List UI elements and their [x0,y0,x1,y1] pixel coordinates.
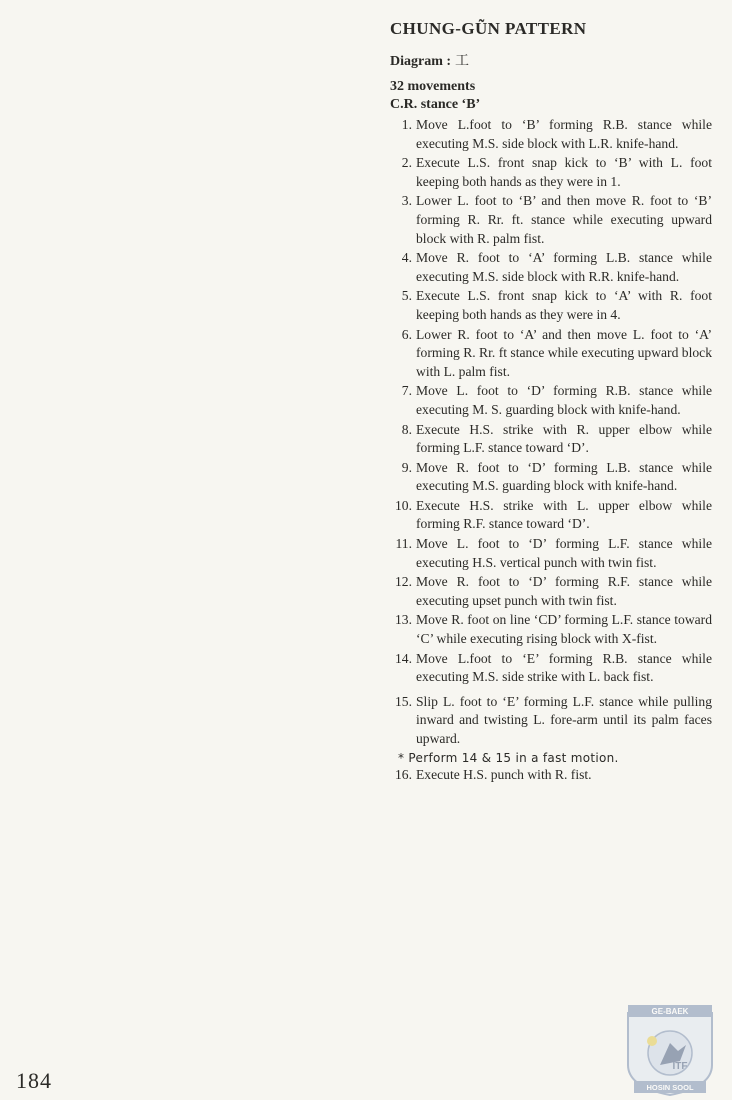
movement-text: Move L.foot to ‘E’ forming R.B. stance while executing M.S. side strike with L. back fist. [416,650,712,685]
movement-item-6 [390,326,712,382]
movement-text: Execute L.S. front snap kick to ‘A’ with R. foot keeping both hands as they were in 4. [416,288,712,322]
movement-text: Move R. foot to ‘A’ forming L.B. stance while executing M.S. side block with R.R. knife-hand. [416,250,712,284]
movement-number: 5. [401,288,412,304]
movement-list [390,116,712,749]
movement-item-4 [390,249,712,286]
movement-text: Execute H.S. strike with R. upper elbow while forming L.F. stance toward ‘D’. [416,421,712,456]
movement-text: Move R. foot to ‘D’ forming L.B. stance while executing M.S. guarding block with knife-hand. [416,459,712,494]
movement-text: Move L. foot to ‘D’ forming L.F. stance while executing H.S. vertical punch with twin fist. [416,536,712,570]
movement-text: Move L. foot to ‘D’ forming R.B. stance while executing M. S. guarding block with knife-hand. [416,383,712,417]
movement-number: 8. [401,421,412,437]
movement-number: 1. [401,117,412,132]
movement-item-2 [390,154,712,191]
movement-item-10 [390,497,712,534]
movement-number: 13. [395,612,412,628]
movement-number: 16. [395,766,412,782]
movement-text: Execute L.S. front snap kick to ‘B’ with L. foot keeping both hands as they were in 1. [416,155,712,189]
movement-number: 9. [401,459,412,475]
movement-number: 10. [395,497,412,513]
movement-item-14 [390,650,712,687]
watermark-badge-text: ITF [672,1061,688,1072]
movement-text: Move R. foot to ‘D’ forming R.F. stance while executing upset punch with twin fist. [416,574,712,608]
movement-text: Lower R. foot to ‘A’ and then move L. foot to ‘A’ forming R. Rr. ft stance while executing upward block with L. palm fist. [416,326,712,379]
movement-item-13 [390,611,712,648]
diagram-symbol: 工 [455,54,470,69]
movement-number: 7. [401,383,412,399]
text-column [390,18,712,785]
movement-item-1 [390,116,712,153]
diagram-line [390,52,712,72]
movement-text: Execute H.S. strike with L. upper elbow while forming R.F. stance toward ‘D’. [416,497,712,532]
movement-number: 6. [401,326,412,342]
sun-icon [647,1036,657,1046]
movement-count: 32 movements [390,79,476,94]
movement-item-3 [390,192,712,248]
diagram-label: Diagram : [390,54,452,69]
movement-text: Move R. foot on line ‘CD’ forming L.F. stance toward ‘C’ while executing rising block with X-fist. [416,612,712,647]
footnote: * Perform 14 & 15 in a fast motion. [398,750,619,765]
movement-number: 4. [401,250,412,266]
movement-text: Execute H.S. punch with R. fist. [416,766,592,782]
movement-number: 2. [401,155,412,171]
movement-item-15 [390,693,712,749]
watermark-top-text: GE-BAEK [651,1007,689,1016]
movement-item-7 [390,382,712,419]
watermark-bottom-text: HOSIN SOOL [646,1083,694,1092]
movement-item-8 [390,421,712,458]
movement-item-5 [390,287,712,324]
movement-item-11 [390,535,712,572]
movement-text: Lower L. foot to ‘B’ and then move R. foot to ‘B’ forming R. Rr. ft. stance while executing upward block with R. palm fist. [416,193,712,246]
movement-item-9 [390,459,712,496]
movement-number: 12. [395,574,412,590]
movement-item-16 [390,766,712,785]
page-number: 184 [16,1068,52,1093]
movement-text: Move L.foot to ‘B’ forming R.B. stance while executing M.S. side block with L.R. knife-hand. [416,117,712,151]
movement-text: Slip L. foot to ‘E’ forming L.F. stance while pulling inward and twisting L. fore-arm until its palm faces upward. [416,693,712,746]
movement-item-12 [390,573,712,610]
movement-number: 14. [395,650,412,666]
starting-stance: C.R. stance ‘B’ [390,97,481,112]
movement-number: 3. [401,193,412,209]
page-title: CHUNG-GŨN PATTERN [390,19,587,38]
ge-baek-watermark-logo [620,1003,720,1097]
movement-number: 11. [395,536,412,552]
movement-number: 15. [395,693,412,709]
